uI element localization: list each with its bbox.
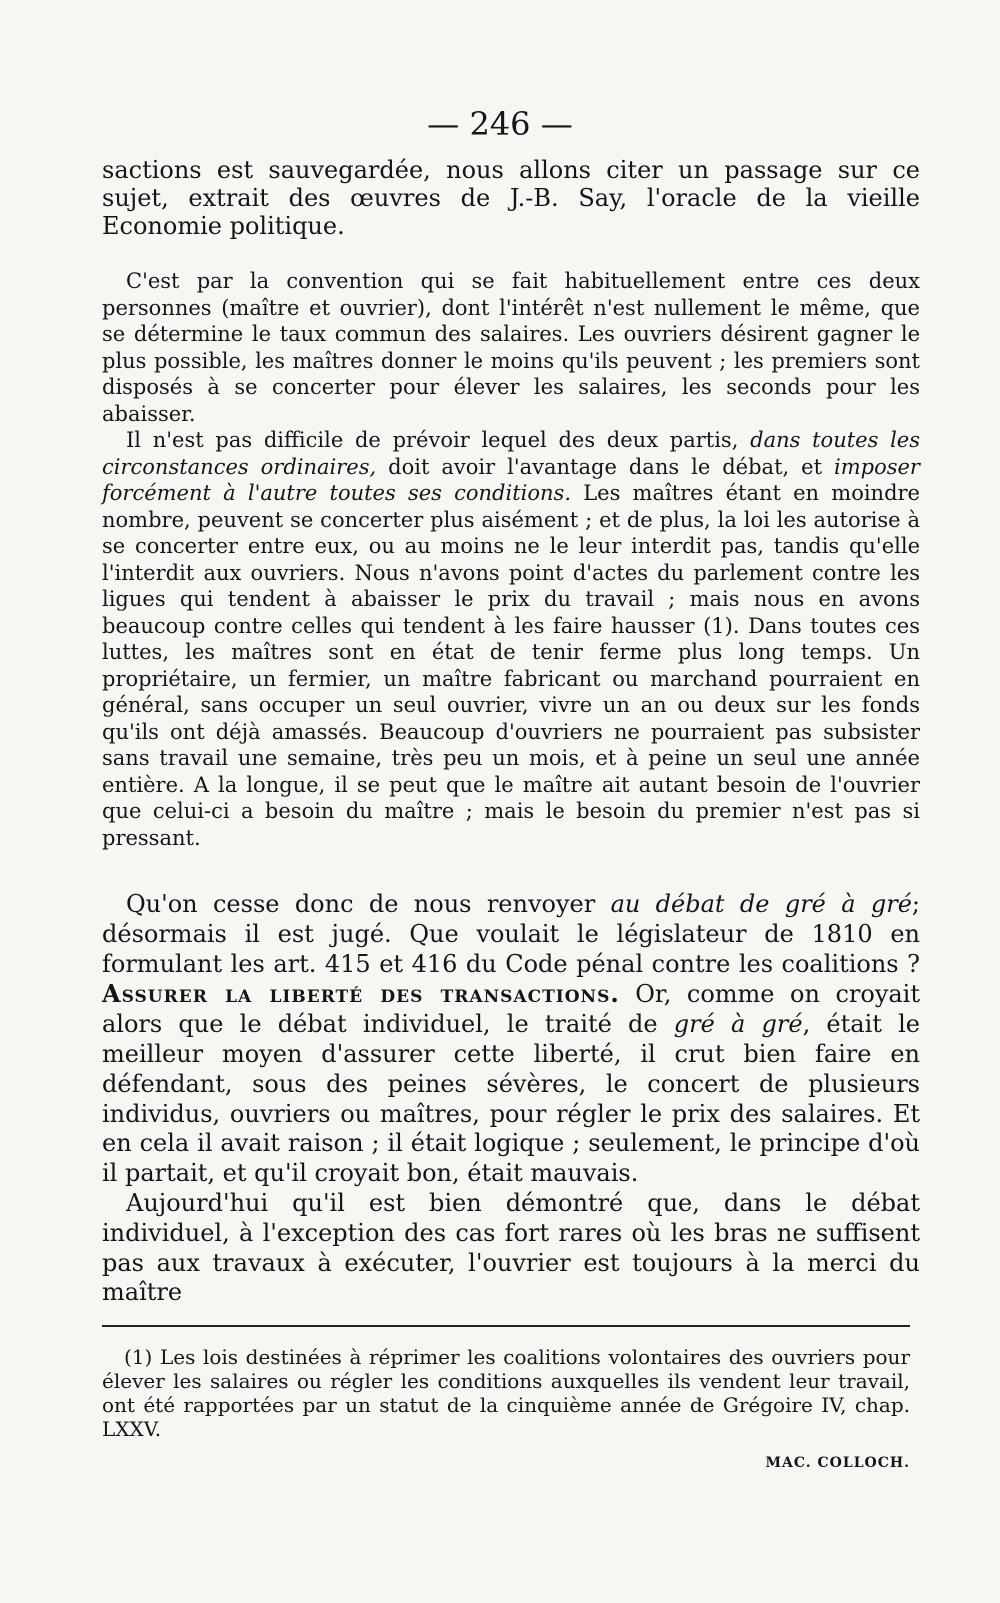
quoted-passage bbox=[102, 268, 920, 851]
footnote-divider bbox=[102, 1325, 910, 1327]
quote-p2-emphasis-b: dans toutes les circonstances ordinaires, bbox=[102, 428, 921, 479]
quote-paragraph-2 bbox=[102, 427, 920, 851]
quote-p2-text-a: Il n'est pas difficile de prévoir lequel des deux partis, bbox=[126, 428, 739, 452]
quote-paragraph-1: C'est par la convention qui se fait habituellement entre ces deux personnes (maître et ouvrier), dont l'intérêt n'est nullement le même, que se détermine le taux commun des salaires. Les ouvriers désirent gagner le plus possible, les maîtres donner le moins qu'ils peuvent ; les premiers sont disposés à se concerter pour élever les salaires, les seconds pour les abaisser. bbox=[102, 269, 920, 426]
opening-text: sactions est sauvegardée, nous allons citer un passage sur ce sujet, extrait des œuvres de J.-B. Say, l'oracle de la vieille Economie politique. bbox=[102, 156, 920, 240]
page-number: — 246 — bbox=[427, 105, 573, 143]
quote-p2-text-c: doit avoir l'avantage dans le débat, et bbox=[388, 454, 823, 479]
quote-p2-text-e: Les maîtres étant en moindre nombre, peuvent se concerter plus aisément ; et de plus, la loi les autorise à se concerter entre eux, ou au moins ne le leur interdit pas, tandis qu'elle l'interdit aux ouvriers. Nous n'avons point d'actes du parlement contre les ligues qui tendent à abaisser le prix du travail ; mais nous en avons beaucoup contre celles qui tendent à les faire hausser (1). Dans toutes ces luttes, les maîtres sont en état de tenir ferme plus long temps. Un propriétaire, un fermier, un maître fabricant ou marchand pourraient en général, sans occuper un seul ouvrier, vivre un an ou deux sur les fonds qu'ils ont déjà amassés. Beaucoup d'ouvriers ne pourraient pas subsister sans travail une semaine, très peu un mois, et à peine un seul une année entière. A la longue, il se peut que le maître ait autant besoin de l'ouvrier que celui-ci a besoin du maître ; mais le besoin du premier n'est pas si pressant. bbox=[102, 481, 920, 850]
footnote-attribution: MAC. COLLOCH. bbox=[765, 1455, 910, 1471]
body-p1-text-a: Qu'on cesse donc de nous renvoyer bbox=[126, 890, 596, 918]
body-p1-text-c: ; désormais il est jugé. Que voulait le législateur de 1810 en formulant les art. 415 et 416 du Code pénal contre les coalitions ? bbox=[102, 890, 921, 978]
body-p1-emphasis-f: gré à gré bbox=[673, 1010, 803, 1039]
body-p1-text-e: Or, comme on croyait alors que le débat individuel, le traité de bbox=[102, 980, 920, 1039]
body-p1-smallcaps-d: Assurer la liberté des transactions. bbox=[102, 979, 620, 1009]
body-paragraph-1 bbox=[102, 890, 920, 1189]
footnote-text: (1) Les lois destinées à réprimer les coalitions volontaires des ouvriers pour élever les salaires ou régler les conditions auxquelles ils vendent leur travail, ont été rapportées par un statut de la cinquième année de Grégoire IV, chap. LXXV. bbox=[102, 1345, 910, 1441]
body-paragraph-2: Aujourd'hui qu'il est bien démontré que, dans le débat individuel, à l'exception des cas fort rares où les bras ne suffisent pas aux travaux à exécuter, l'ouvrier est toujours à la merci du maître bbox=[102, 1188, 920, 1307]
opening-paragraph bbox=[102, 156, 920, 240]
footnote bbox=[102, 1345, 910, 1475]
body-p1-emphasis-b: au débat de gré à gré bbox=[610, 890, 912, 918]
body-p1-text-g: , était le meilleur moyen d'assurer cette liberté, il crut bien faire en défendant, sous des peines sévères, le concert de plusieurs individus, ouvriers ou maîtres, pour régler le prix des salaires. Et en cela il avait raison ; il était logique ; seulement, le principe d'où il partait, et qu'il croyait bon, était mauvais. bbox=[102, 1010, 920, 1188]
quote-p2-emphasis-d: imposer forcément à l'autre toutes ses conditions. bbox=[102, 454, 920, 505]
main-body bbox=[102, 890, 920, 1308]
